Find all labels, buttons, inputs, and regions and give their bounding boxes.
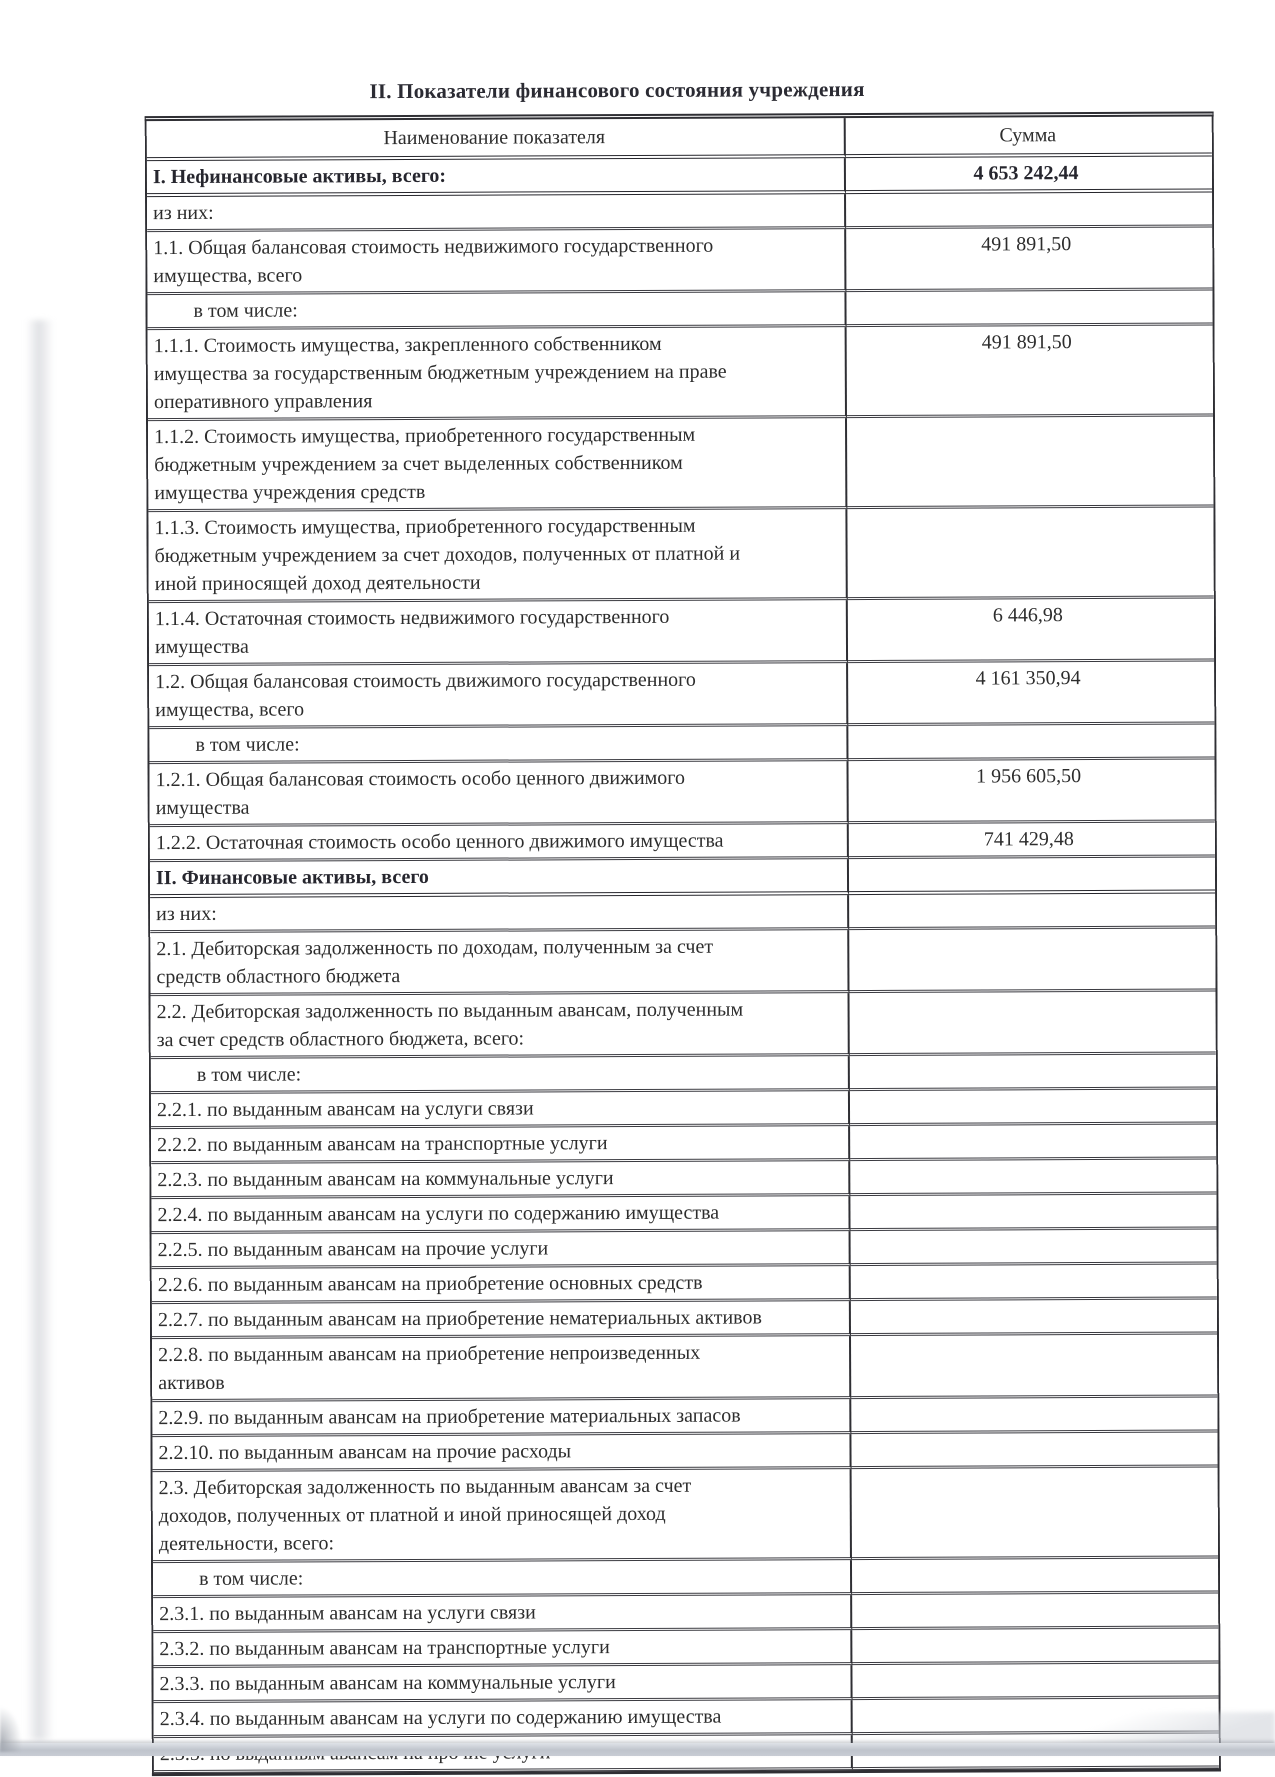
row-name-cell: 1.1. Общая балансовая стоимость недвижимого государственного имущества, всего <box>147 229 846 295</box>
table-row <box>147 192 1212 232</box>
row-name-cell: 2.3.1. по выданным авансам на услуги связи <box>153 1595 852 1633</box>
row-name-cell: из них: <box>147 194 846 232</box>
table-row <box>151 991 1216 1059</box>
row-sum-cell: 4 653 242,44 <box>846 156 1212 194</box>
row-sum-cell: 6 446,98 <box>848 598 1214 663</box>
row-name-cell: из них: <box>150 895 849 933</box>
page-title: II. Показатели финансового состояния учреждения <box>369 77 865 104</box>
row-name-cell: 2.2.5. по выданным авансам на прочие услуги <box>152 1231 851 1269</box>
table-row <box>148 416 1213 512</box>
table-row <box>153 1663 1218 1703</box>
row-sum-cell <box>851 1229 1217 1266</box>
table-row <box>153 1558 1218 1598</box>
table-row <box>153 1467 1218 1563</box>
row-name-cell: 2.2.4. по выданным авансам на услуги по содержанию имущества <box>151 1196 850 1234</box>
row-name-cell: 1.2.1. Общая балансовая стоимость особо ценного движимого имущества <box>149 761 848 827</box>
table-row <box>152 1432 1217 1472</box>
row-sum-cell <box>846 192 1212 229</box>
row-sum-cell <box>852 1593 1218 1630</box>
row-sum-cell <box>846 290 1212 327</box>
row-name-cell: 1.1.4. Остаточная стоимость недвижимого государственного имущества <box>149 600 848 666</box>
row-name-cell: в том числе: <box>147 292 846 330</box>
table-row <box>152 1264 1217 1304</box>
row-name-cell: 1.1.2. Стоимость имущества, приобретенного государственным бюджетным учреждением за счет выделенных собственником имущества учреждения средств <box>148 418 847 512</box>
table-row <box>153 1593 1218 1633</box>
row-name-cell: 2.2.9. по выданным авансам на приобретение материальных запасов <box>152 1399 851 1437</box>
row-sum-cell <box>851 1432 1217 1469</box>
row-sum-cell <box>851 1397 1217 1434</box>
table-row <box>149 759 1214 827</box>
row-name-cell: 2.2.1. по выданным авансам на услуги связи <box>151 1091 850 1129</box>
row-sum-cell <box>851 1299 1217 1336</box>
row-sum-cell: 491 891,50 <box>846 227 1212 292</box>
table-row <box>147 156 1212 197</box>
row-name-cell: 2.2.6. по выданным авансам на приобретение основных средств <box>152 1266 851 1304</box>
row-name-cell: в том числе: <box>151 1056 850 1094</box>
row-sum-cell <box>851 1334 1217 1399</box>
row-sum-cell <box>848 724 1214 761</box>
table-row <box>151 1194 1216 1234</box>
row-sum-cell <box>847 507 1213 600</box>
column-header-name: Наименование показателя <box>147 118 846 161</box>
table-row <box>148 507 1213 603</box>
table-row <box>151 1159 1216 1199</box>
table-row <box>151 1054 1216 1094</box>
row-sum-cell: 1 956 605,50 <box>848 759 1214 824</box>
row-sum-cell <box>850 1124 1216 1161</box>
table-row <box>150 928 1215 996</box>
row-sum-cell <box>849 893 1215 930</box>
row-name-cell: 2.2.8. по выданным авансам на приобретение непроизведенных активов <box>152 1336 851 1402</box>
column-header-sum: Сумма <box>846 116 1212 158</box>
table-row <box>149 598 1214 666</box>
table-row <box>152 1299 1217 1339</box>
row-name-cell: II. Финансовые активы, всего <box>150 859 849 898</box>
scan-shadow-band <box>0 1743 1275 1756</box>
financial-indicators-table <box>145 111 1221 1776</box>
table-row <box>150 822 1215 862</box>
table-row <box>149 661 1214 729</box>
row-name-cell: в том числе: <box>153 1560 852 1598</box>
row-sum-cell <box>850 1159 1216 1196</box>
table-row <box>149 724 1214 764</box>
row-name-cell: 1.1.1. Стоимость имущества, закрепленного собственником имущества за государственным бюджетным учреждением на праве оперативного управления <box>148 327 847 421</box>
row-name-cell: I. Нефинансовые активы, всего: <box>147 158 846 197</box>
row-sum-cell <box>852 1628 1218 1665</box>
row-sum-cell <box>852 1558 1218 1595</box>
table-row <box>152 1229 1217 1269</box>
row-name-cell: 2.3.2. по выданным авансам на транспортные услуги <box>153 1630 852 1668</box>
row-sum-cell <box>849 928 1215 993</box>
row-sum-cell: 491 891,50 <box>847 325 1213 418</box>
row-name-cell: 2.2.3. по выданным авансам на коммунальные услуги <box>151 1161 850 1199</box>
table-row <box>153 1628 1218 1668</box>
row-name-cell: 2.2. Дебиторская задолженность по выданным авансам, полученным за счет средств областного бюджета, всего: <box>151 993 850 1059</box>
scan-corner-artifact <box>0 1706 22 1752</box>
row-name-cell: 1.2. Общая балансовая стоимость движимого государственного имущества, всего <box>149 663 848 729</box>
row-name-cell: 2.3. Дебиторская задолженность по выданным авансам за счет доходов, полученных от платной и иной приносящей доход деятельности, всего: <box>153 1469 852 1563</box>
table-row <box>147 227 1212 295</box>
row-name-cell: 1.2.2. Остаточная стоимость особо ценного движимого имущества <box>150 824 849 862</box>
row-sum-cell <box>850 1089 1216 1126</box>
row-name-cell: 2.2.7. по выданным авансам на приобретение нематериальных активов <box>152 1301 851 1339</box>
row-sum-cell: 741 429,48 <box>849 822 1215 859</box>
table-header-row <box>147 116 1212 161</box>
row-sum-cell <box>852 1467 1218 1560</box>
table-row <box>150 893 1215 933</box>
row-name-cell: 2.1. Дебиторская задолженность по доходам, полученным за счет средств областного бюджета <box>150 930 849 996</box>
row-sum-cell <box>850 1054 1216 1091</box>
table-row <box>152 1334 1217 1402</box>
row-name-cell: 2.2.2. по выданным авансам на транспортные услуги <box>151 1126 850 1164</box>
row-sum-cell <box>850 991 1216 1056</box>
row-name-cell: 2.3.3. по выданным авансам на коммунальные услуги <box>153 1665 852 1703</box>
table-row <box>148 325 1213 421</box>
row-name-cell: 2.3.4. по выданным авансам на услуги по содержанию имущества <box>154 1700 853 1738</box>
row-name-cell: 2.2.10. по выданным авансам на прочие расходы <box>152 1434 851 1472</box>
row-sum-cell <box>847 416 1213 509</box>
row-sum-cell: 4 161 350,94 <box>848 661 1214 726</box>
table-row <box>147 290 1212 330</box>
row-sum-cell <box>849 857 1215 895</box>
table-row <box>152 1397 1217 1437</box>
table-row <box>150 857 1215 898</box>
row-name-cell: в том числе: <box>149 726 848 764</box>
row-sum-cell <box>850 1194 1216 1231</box>
table-row <box>151 1089 1216 1129</box>
row-name-cell: 1.1.3. Стоимость имущества, приобретенного государственным бюджетным учреждением за счет доходов, полученных от платной и иной приносящей доход деятельности <box>148 509 847 603</box>
row-sum-cell <box>852 1663 1218 1700</box>
row-sum-cell <box>851 1264 1217 1301</box>
table-row <box>151 1124 1216 1164</box>
